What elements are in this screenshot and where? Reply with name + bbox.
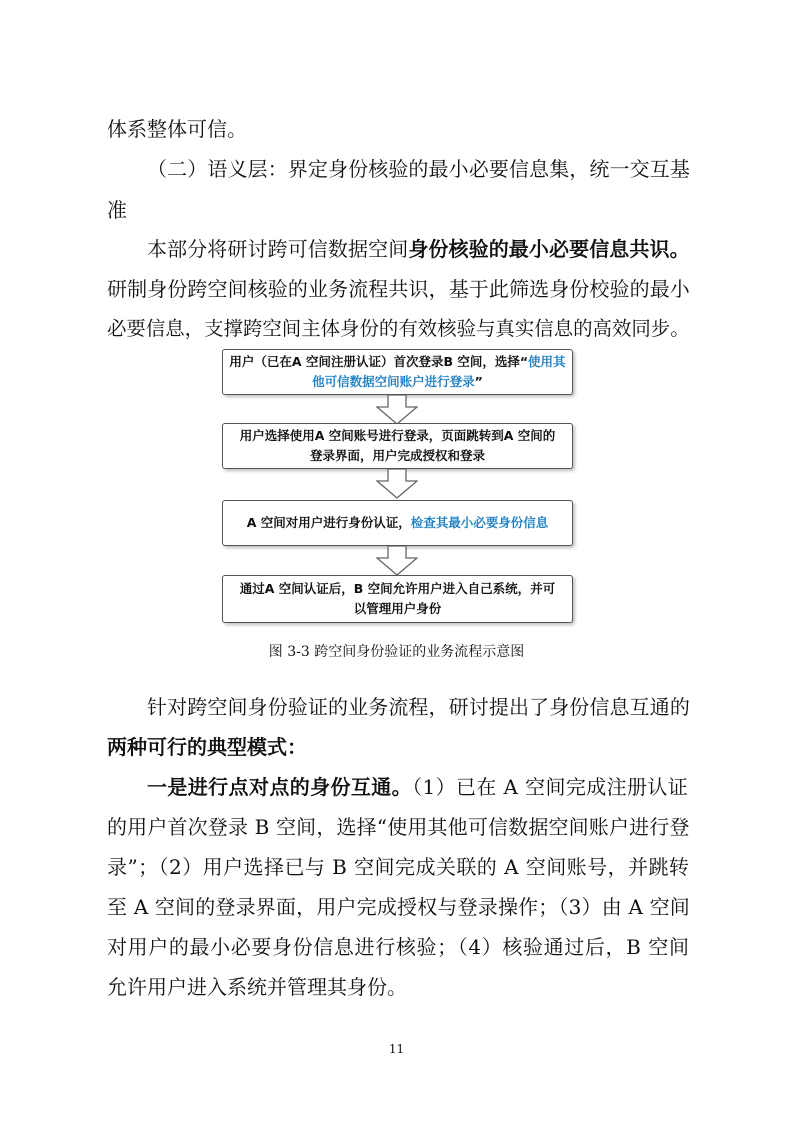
paragraph-line: 的用户首次登录 B 空间，选择“使用其他可信数据空间账户进行登 xyxy=(107,815,690,839)
flow-step-1-text-c: ” xyxy=(474,374,483,389)
flow-step-1-text xyxy=(229,352,566,392)
down-arrow-icon xyxy=(376,395,418,425)
down-arrow-icon xyxy=(376,546,418,576)
flow-step-3-text xyxy=(247,513,549,533)
paragraph-line: 允许用户进入系统并管理其身份。 xyxy=(107,975,407,999)
paragraph-text: （1）已在 A 空间完成注册认证 xyxy=(412,775,689,799)
paragraph-bold-text: 一是进行点对点的身份互通。 xyxy=(147,775,413,799)
page-number: 11 xyxy=(388,1042,405,1056)
paragraph-text: 本部分将研讨跨可信数据空间 xyxy=(147,237,409,261)
paragraph-line xyxy=(147,775,688,799)
figure-caption: 图 3-3 跨空间身份验证的业务流程示意图 xyxy=(268,644,525,660)
flow-step-4-text xyxy=(240,579,555,619)
paragraph-line: 体系整体可信。 xyxy=(107,117,247,141)
paragraph-line: 对用户的最小必要身份信息进行核验；（4）核验通过后，B 空间 xyxy=(107,935,690,959)
flow-step-3 xyxy=(222,500,573,546)
paragraph-line: 至 A 空间的登录界面，用户完成授权与登录操作；（3）由 A 空间 xyxy=(107,895,690,919)
paragraph-line: 必要信息，支撑跨空间主体身份的有效核验与真实信息的高效同步。 xyxy=(107,317,690,340)
flow-step-4 xyxy=(222,575,573,623)
flow-step-2-text xyxy=(240,426,556,466)
flow-step-4-line-2: 以管理用户身份 xyxy=(353,601,442,616)
section-heading-line-1: （二）语义层：界定身份核验的最小必要信息集，统一交互基 xyxy=(147,157,690,181)
paragraph-bold-line: 两种可行的典型模式： xyxy=(107,735,307,759)
down-arrow-icon xyxy=(376,469,418,499)
paragraph-line xyxy=(147,237,690,261)
section-heading-line-2: 准 xyxy=(107,198,127,222)
paragraph-line: 录”；（2）用户选择已与 B 空间完成关联的 A 空间账号，并跳转 xyxy=(107,855,690,879)
flow-step-3-highlight: 检查其最小必要身份信息 xyxy=(410,515,549,530)
flow-step-2-line-2: 登录界面，用户完成授权和登录 xyxy=(309,448,485,463)
flow-step-2-line-1: 用户选择使用A 空间账号进行登录，页面跳转到A 空间的 xyxy=(239,428,556,443)
flow-step-4-line-1: 通过A 空间认证后，B 空间允许用户进入自己系统，并可 xyxy=(239,581,556,596)
flow-step-1-text-a: 用户（已在A 空间注册认证）首次登录B 空间，选择“ xyxy=(229,354,529,369)
flow-step-1-highlight: 使用其他可信数据空间账户进行登录 xyxy=(312,354,566,389)
paragraph-line: 针对跨空间身份验证的业务流程，研讨提出了身份信息互通的 xyxy=(147,695,690,719)
paragraph-line: 研制身份跨空间核验的业务流程共识，基于此筛选身份校验的最小 xyxy=(107,277,690,301)
flow-step-1 xyxy=(222,349,573,395)
flow-step-2 xyxy=(222,423,573,469)
flow-step-3-text-a: A 空间对用户进行身份认证， xyxy=(246,515,411,530)
paragraph-bold-text: 身份核验的最小必要信息共识。 xyxy=(408,237,690,261)
